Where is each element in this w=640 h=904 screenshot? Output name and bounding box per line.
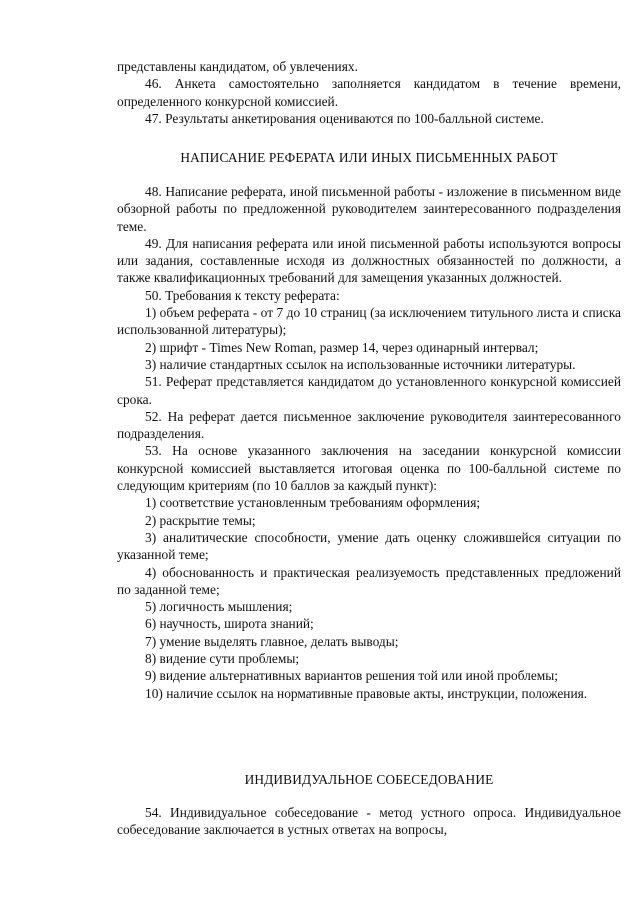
paragraph: 53. На основе указанного заключения на заседании конкурсной комиссии конкурсной комиссией выставляется итоговая оценка по 100-балльной системе по следующим критериям (по 10 баллов за каждый пункт): (117, 443, 621, 494)
paragraph: 3) аналитические способности, умение дать оценку сложившейся ситуации по указанной теме; (117, 529, 621, 563)
paragraph: 48. Написание реферата, иной письменной работы - изложение в письменном виде обзорной работы по предложенной руководителем заинтересованного подразделения теме. (117, 184, 621, 234)
paragraph: 1) объем реферата - от 7 до 10 страниц (за исключением титульного листа и списка использованной литературы); (117, 305, 621, 338)
paragraph: 1) соответствие установленным требованиям оформления; (145, 495, 481, 511)
section-essay (117, 183, 621, 702)
paragraph: 51. Реферат представляется кандидатом до установленного конкурсной комиссией срока. (117, 374, 621, 407)
paragraph: 50. Требования к тексту реферата: (145, 287, 340, 303)
paragraph: 2) шрифт - Times New Roman, размер 14, через одинарный интервал; (145, 339, 539, 355)
paragraph: 10) наличие ссылок на нормативные правовые акты, инструкции, положения. (145, 685, 588, 701)
section-questionnaire-end (117, 58, 621, 127)
paragraph: 8) видение сути проблемы; (145, 651, 300, 667)
paragraph: 46. Анкета самостоятельно заполняется кандидатом в течение времени, определенного конкурсной комиссией. (117, 76, 621, 109)
paragraph: 54. Индивидуальное собеседование - метод устного опроса. Индивидуальное собеседование заключается в устных ответах на вопросы, (117, 805, 621, 838)
heading-interview: ИНДИВИДУАЛЬНОЕ СОБЕСЕДОВАНИЕ (244, 772, 494, 787)
paragraph: 47. Результаты анкетирования оцениваются по 100-балльной системе. (145, 110, 544, 126)
paragraph: 7) умение выделять главное, делать выводы; (145, 633, 399, 649)
paragraph: 52. На реферат дается письменное заключение руководителя заинтересованного подразделения. (117, 408, 621, 442)
paragraph: 6) научность, широта знаний; (145, 616, 314, 632)
paragraph: 2) раскрытие темы; (145, 512, 256, 528)
heading-essay: НАПИСАНИЕ РЕФЕРАТА ИЛИ ИНЫХ ПИСЬМЕННЫХ РАБОТ (180, 150, 558, 165)
paragraph: 49. Для написания реферата или иной письменной работы используются вопросы или задания, составленные исходя из должностных обязанностей по должности, а также квалификационных требований для замещения указанных должностей. (117, 235, 621, 286)
paragraph: 5) логичность мышления; (145, 599, 293, 615)
paragraph: представлены кандидатом, об увлечениях. (117, 59, 358, 74)
section-interview (117, 804, 621, 839)
paragraph: 4) обоснованность и практическая реализуемость представленных предложений по заданной теме; (117, 564, 621, 597)
paragraph: 3) наличие стандартных ссылок на использованные источники литературы. (145, 356, 576, 372)
paragraph: 9) видение альтернативных вариантов решения той или иной проблемы; (145, 668, 558, 684)
